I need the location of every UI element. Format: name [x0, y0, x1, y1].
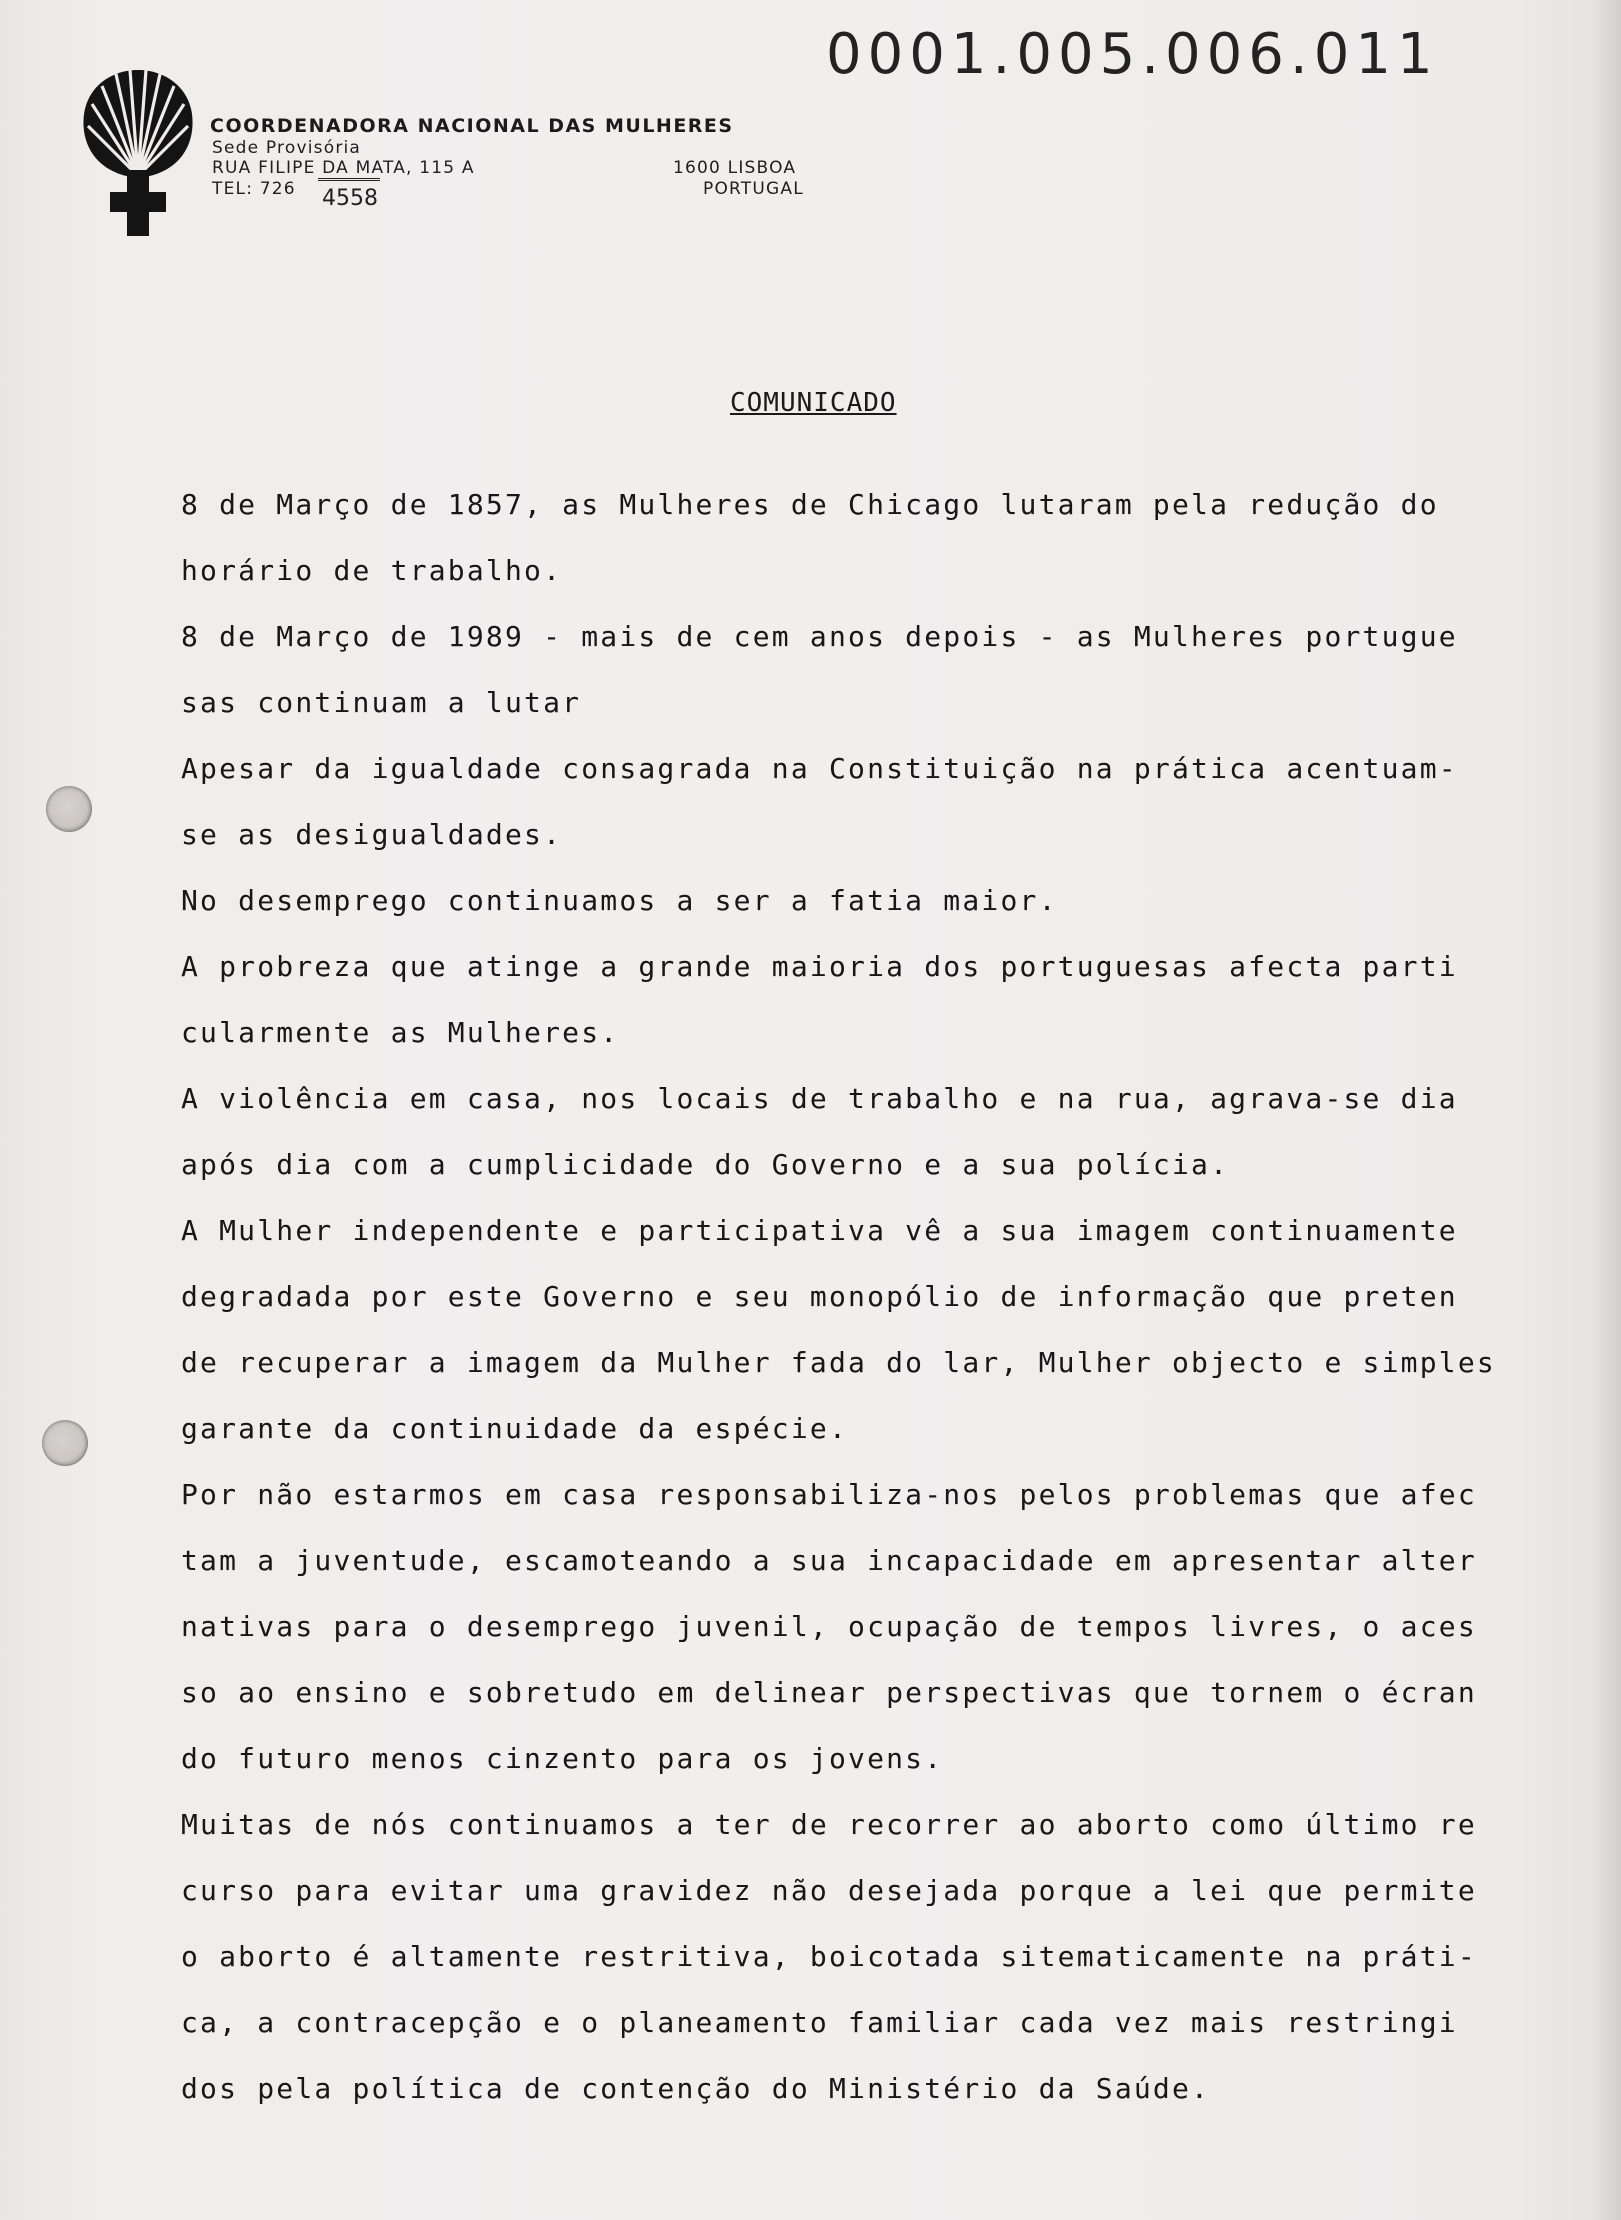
body-line: ca, a contracepção e o planeamento familiar cada vez mais restringi — [181, 2006, 1458, 2039]
body-line: tam a juventude, escamoteando a sua incapacidade em apresentar alter — [181, 1544, 1477, 1577]
scallop-shell-venus-symbol-icon — [78, 66, 198, 236]
page-edge-shadow — [1591, 0, 1621, 2220]
document-title: COMUNICADO — [730, 388, 897, 418]
body-line: sas continuam a lutar — [181, 686, 582, 719]
archive-reference-number: 0001.005.006.011 — [826, 22, 1439, 87]
body-line: 8 de Março de 1989 - mais de cem anos depois - as Mulheres portugue — [181, 620, 1458, 653]
street-address: RUA FILIPE DA MATA, 115 A — [212, 158, 475, 178]
body-line: Apesar da igualdade consagrada na Constituição na prática acentuam- — [181, 752, 1458, 785]
body-line: so ao ensino e sobretudo em delinear perspectivas que tornem o écran — [181, 1676, 1477, 1709]
body-line: nativas para o desemprego juvenil, ocupação de tempos livres, o aces — [181, 1610, 1477, 1643]
organization-name: COORDENADORA NACIONAL DAS MULHERES — [210, 115, 734, 137]
body-line: Por não estarmos em casa responsabiliza-nos pelos problemas que afec — [181, 1478, 1477, 1511]
phone-number: TEL: 726 — [212, 179, 296, 199]
country: PORTUGAL — [703, 179, 804, 199]
body-line: dos pela política de contenção do Ministério da Saúde. — [181, 2072, 1211, 2105]
body-line: cularmente as Mulheres. — [181, 1016, 620, 1049]
body-line: No desemprego continuamos a ser a fatia maior. — [181, 884, 1058, 917]
punch-hole — [42, 1420, 88, 1466]
phone-correction: 4558 — [322, 186, 378, 211]
body-line: horário de trabalho. — [181, 554, 563, 587]
body-line: Muitas de nós continuamos a ter de recorrer ao aborto como último re — [181, 1808, 1477, 1841]
body-line: 8 de Março de 1857, as Mulheres de Chicago lutaram pela redução do — [181, 488, 1439, 521]
punch-hole — [46, 786, 92, 832]
body-line: do futuro menos cinzento para os jovens. — [181, 1742, 944, 1775]
body-line: se as desigualdades. — [181, 818, 563, 851]
body-line: curso para evitar uma gravidez não desejada porque a lei que permite — [181, 1874, 1477, 1907]
body-line: A probreza que atinge a grande maioria dos portuguesas afecta parti — [181, 950, 1458, 983]
postal-city: 1600 LISBOA — [673, 158, 797, 178]
body-line: garante da continuidade da espécie. — [181, 1412, 849, 1445]
body-line: degradada por este Governo e seu monopólio de informação que preten — [181, 1280, 1458, 1313]
body-line: A violência em casa, nos locais de trabalho e na rua, agrava-se dia — [181, 1082, 1458, 1115]
body-line: após dia com a cumplicidade do Governo e a sua polícia. — [181, 1148, 1230, 1181]
body-line: o aborto é altamente restritiva, boicotada sitematicamente na práti- — [181, 1940, 1477, 1973]
seat-label: Sede Provisória — [212, 138, 362, 158]
body-line: de recuperar a imagem da Mulher fada do lar, Mulher objecto e simples — [181, 1346, 1496, 1379]
body-line: A Mulher independente e participativa vê a sua imagem continuamente — [181, 1214, 1458, 1247]
